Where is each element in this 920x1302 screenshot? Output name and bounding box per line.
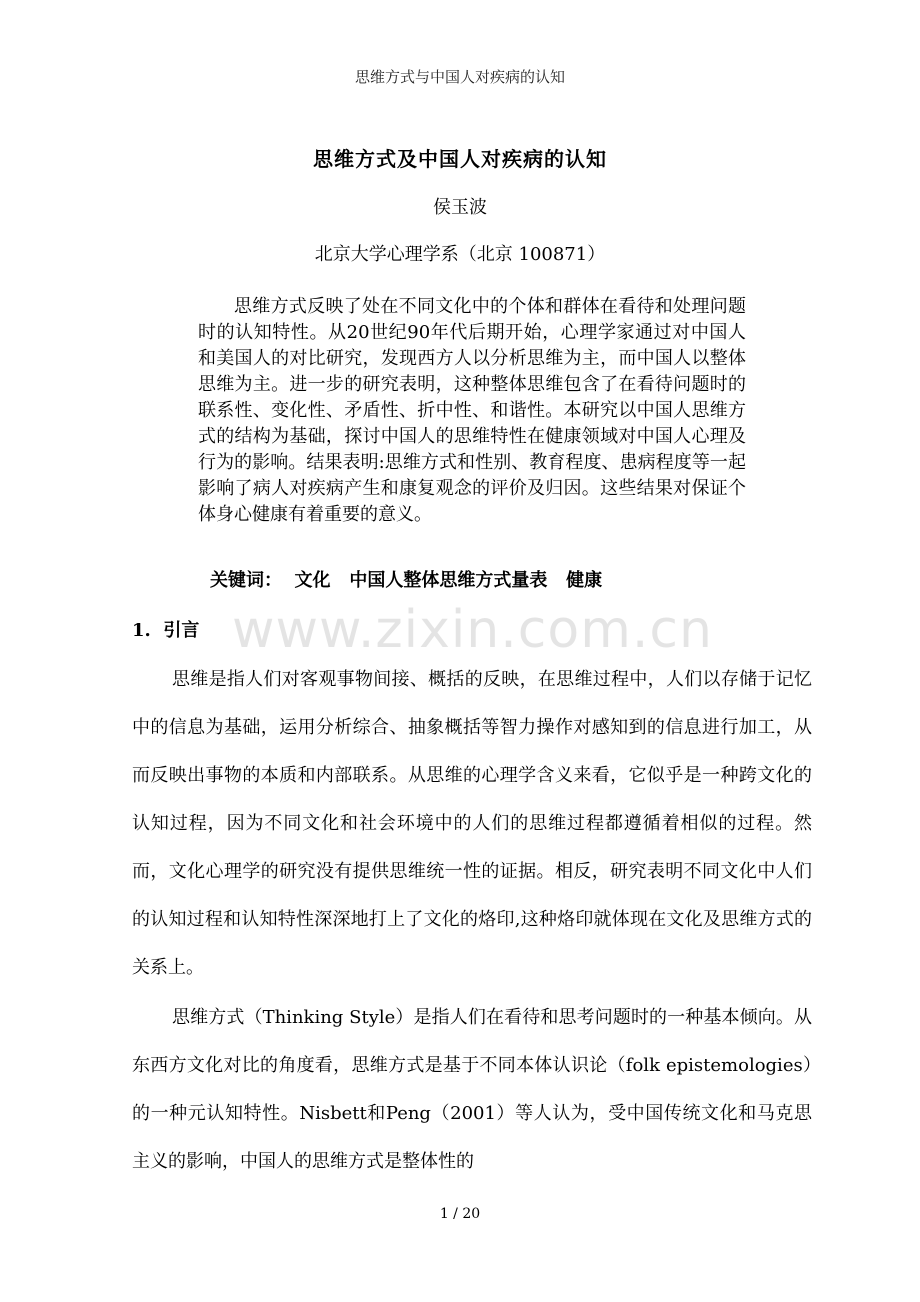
running-header: 思维方式与中国人对疾病的认知 xyxy=(354,68,565,86)
keywords: 关键词： 文化 中国人整体思维方式量表 健康 xyxy=(210,570,603,591)
page-number: 1 / 20 xyxy=(439,1206,481,1222)
article-title: 思维方式及中国人对疾病的认知 xyxy=(313,147,607,171)
abstract: 思维方式反映了处在不同文化中的个体和群体在看待和处理问题时的认知特性。从20世纪90年代后期开始，心理学家通过对中国人和美国人的对比研究，发现西方人以分析思维为主，而中国人以整体思维为主。进一步的研究表明，这种整体思维包含了在看待问题时的联系性、变化性、矛盾性、折中性、和谐性。本研究以中国人思维方式的结构为基础，探讨中国人的思维特性在健康领域对中国人心理及行为的影响。结果表明:思维方式和性别、教育程度、患病程度等一起影响了病人对疾病产生和康复观念的评价及归因。这些结果对保证个体身心健康有着重要的意义。 xyxy=(198,296,746,525)
watermark: www.zixin.com.cn xyxy=(232,600,713,660)
body-paragraph: 思维方式（Thinking Style）是指人们在看待和思考问题时的一种基本倾向。从东西方文化对比的角度看，思维方式是基于不同本体认识论（folk epistemologies）的一种元认知特性。Nisbett和Peng（2001）等人认为，受中国传统文化和马克思主义的影响，中国人的思维方式是整体性的 xyxy=(132,1007,812,1172)
section-heading: 1. 引言 xyxy=(132,620,200,641)
article-author: 侯玉波 xyxy=(433,197,487,218)
article-affiliation: 北京大学心理学系（北京 100871） xyxy=(314,244,606,265)
body-paragraph: 思维是指人们对客观事物间接、概括的反映，在思维过程中，人们以存储于记忆中的信息为基础，运用分析综合、抽象概括等智力操作对感知到的信息进行加工，从而反映出事物的本质和内部联系。从思维的心理学含义来看，它似乎是一种跨文化的认知过程，因为不同文化和社会环境中的人们的思维过程都遵循着相似的过程。然而，文化心理学的研究没有提供思维统一性的证据。相反，研究表明不同文化中人们的认知过程和认知特性深深地打上了文化的烙印,这种烙印就体现在文化及思维方式的关系上。 xyxy=(132,669,812,978)
